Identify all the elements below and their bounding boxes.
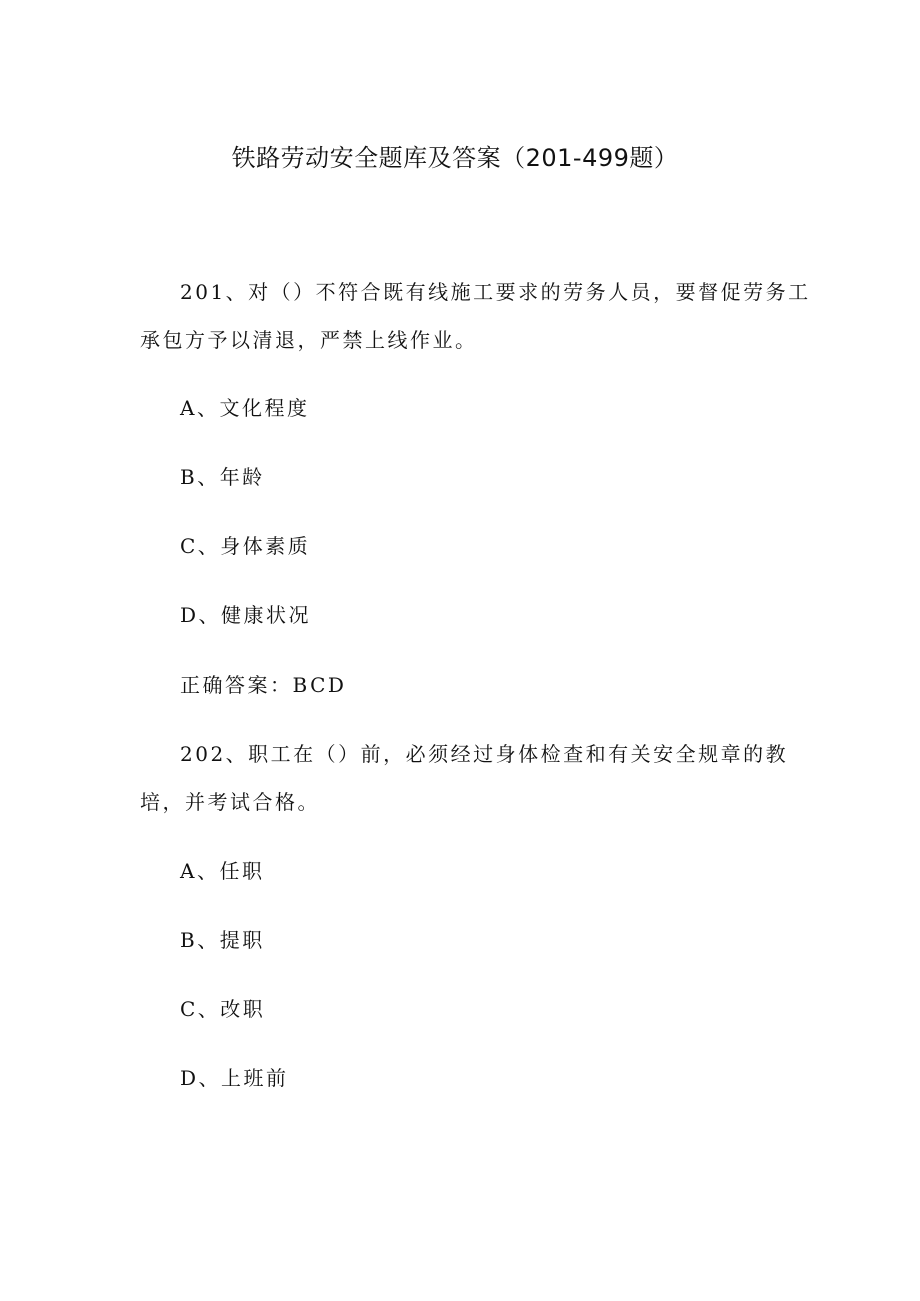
question-201-option-d: D、健康状况	[180, 603, 312, 627]
question-202-stem-line2: 培，并考试合格。	[140, 790, 320, 814]
question-202-option-c: C、改职	[180, 997, 266, 1021]
question-202-option-b: B、提职	[180, 928, 265, 952]
question-201-option-c: C、身体素质	[180, 534, 311, 558]
question-202-option-a: A、任职	[180, 859, 265, 883]
question-201-stem-line2: 承包方予以清退，严禁上线作业。	[140, 328, 478, 352]
question-201-stem-line1: 201、对（）不符合既有线施工要求的劳务人员，要督促劳务工	[180, 280, 811, 304]
question-201-option-b: B、年龄	[180, 465, 265, 489]
question-202-option-d: D、上班前	[180, 1066, 289, 1090]
question-201-option-a: A、文化程度	[180, 396, 310, 420]
document-title: 铁路劳动安全题库及答案（201-499题）	[231, 144, 679, 172]
question-202-stem-line1: 202、职工在（）前，必须经过身体检查和有关安全规章的教	[180, 742, 789, 766]
question-201-answer: 正确答案：BCD	[180, 673, 347, 697]
